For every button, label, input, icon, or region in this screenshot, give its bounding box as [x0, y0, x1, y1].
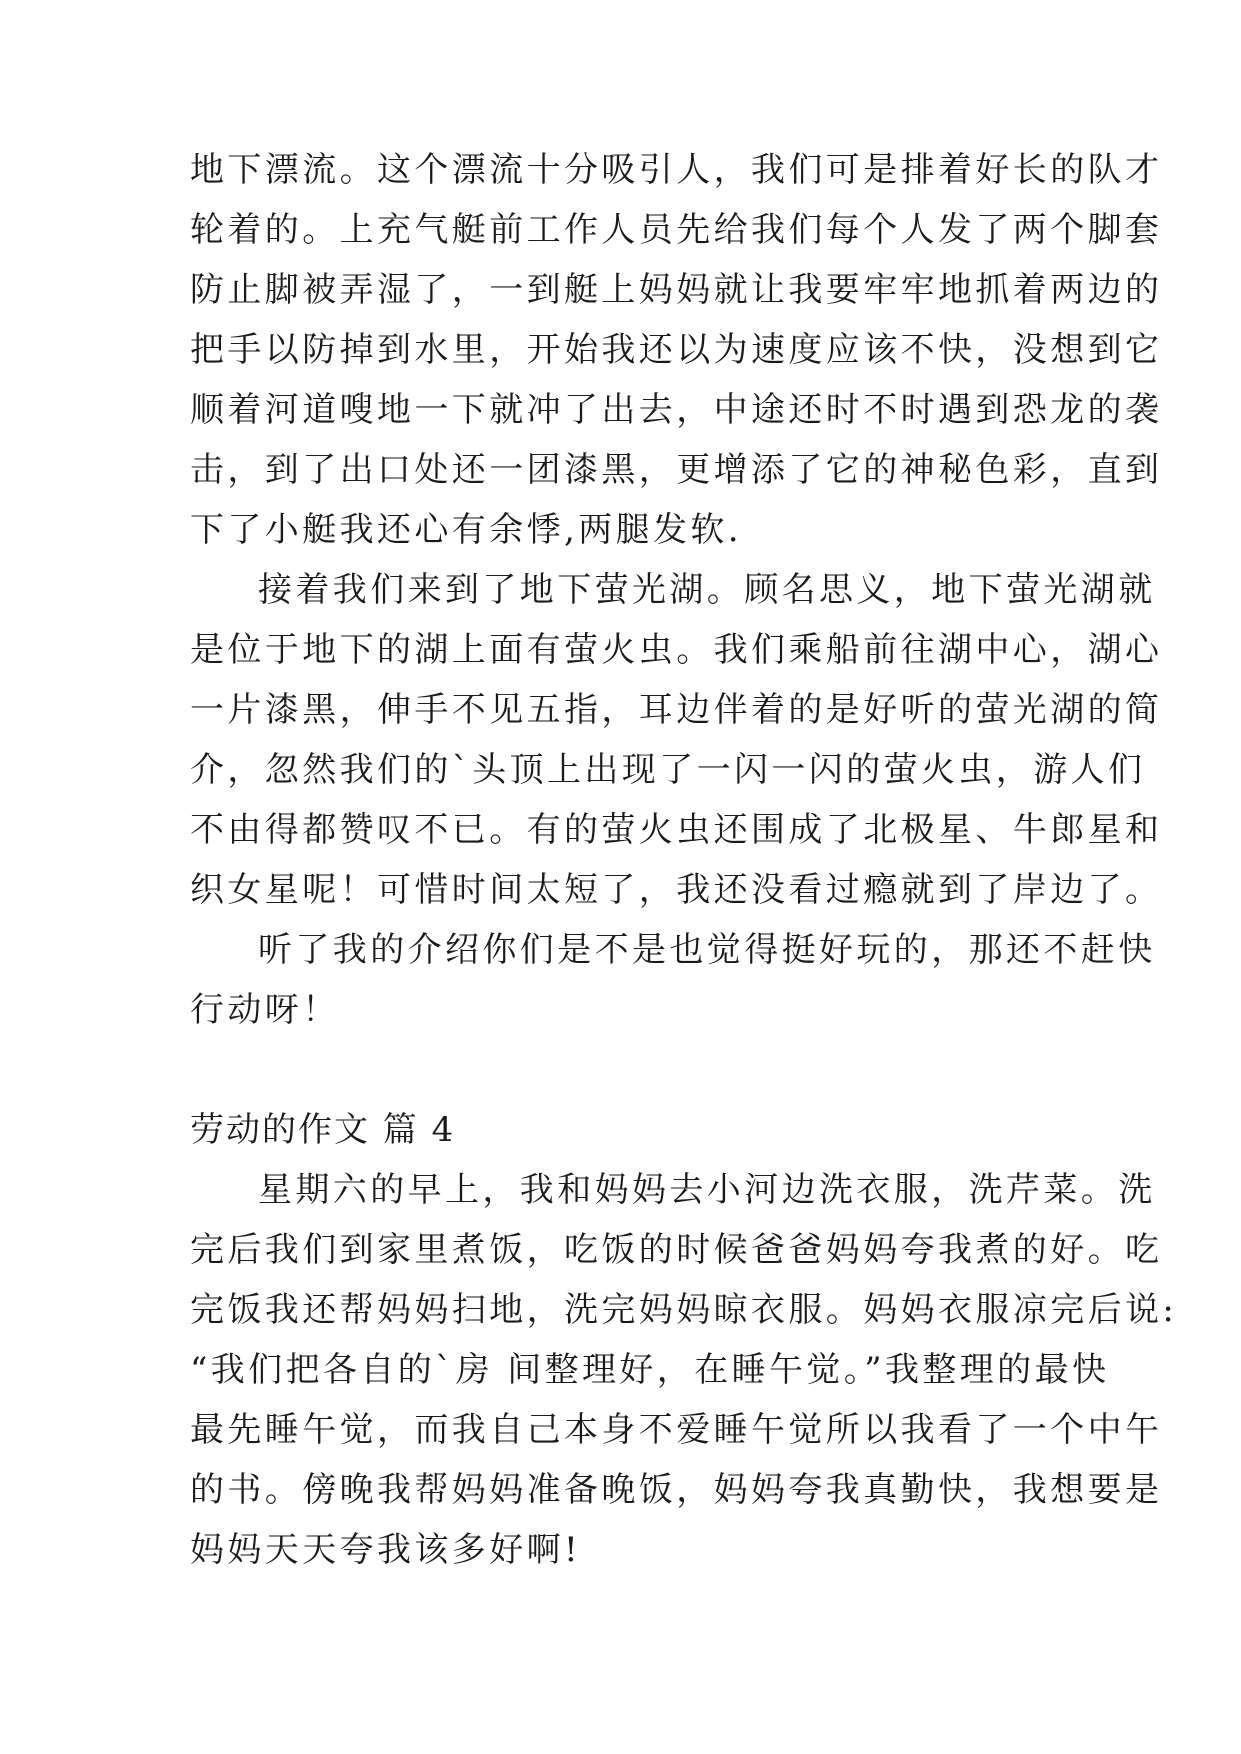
text-line: 织女星呢！可惜时间太短了，我还没看过瘾就到了岸边了。	[190, 870, 1163, 910]
text-line: “我们把各自的`房 间整理好，在睡午觉。”我整理的最快	[190, 1350, 1110, 1390]
text-line: 不由得都赞叹不已。有的萤火虫还围成了北极星、牛郎星和	[190, 810, 1163, 850]
text-line: 防止脚被弄湿了，一到艇上妈妈就让我要牢牢地抓着两边的	[190, 270, 1163, 310]
text-line: 行动呀！	[190, 990, 340, 1030]
text-line: 把手以防掉到水里，开始我还以为速度应该不快，没想到它	[190, 330, 1163, 370]
text-line: 完后我们到家里煮饭，吃饭的时候爸爸妈妈夸我煮的好。吃	[190, 1230, 1163, 1270]
text-line: 星期六的早上，我和妈妈去小河边洗衣服，洗芹菜。洗	[258, 1170, 1156, 1210]
text-line: 妈妈天天夸我该多好啊!	[190, 1530, 582, 1570]
section-heading: 劳动的作文 篇 4	[190, 1110, 456, 1150]
text-line: 最先睡午觉，而我自己本身不爱睡午觉所以我看了一个中午	[190, 1410, 1163, 1450]
text-line: 地下漂流。这个漂流十分吸引人，我们可是排着好长的队才	[190, 150, 1163, 190]
text-line: 一片漆黑，伸手不见五指，耳边伴着的是好听的萤光湖的简	[190, 690, 1163, 730]
text-line: 轮着的。上充气艇前工作人员先给我们每个人发了两个脚套	[190, 210, 1163, 250]
text-line: 击，到了出口处还一团漆黑，更增添了它的神秘色彩，直到	[190, 450, 1163, 490]
text-line: 的书。傍晚我帮妈妈准备晚饭，妈妈夸我真勤快，我想要是	[190, 1470, 1163, 1510]
text-line: 顺着河道嗖地一下就冲了出去，中途还时不时遇到恐龙的袭	[190, 390, 1163, 430]
text-line: 是位于地下的湖上面有萤火虫。我们乘船前往湖中心，湖心	[190, 630, 1163, 670]
text-line: 下了小艇我还心有余悸,两腿发软.	[190, 510, 743, 550]
text-line: 介，忽然我们的`头顶上出现了一闪一闪的萤火虫，游人们	[190, 750, 1146, 790]
text-line: 接着我们来到了地下萤光湖。顾名思义，地下萤光湖就	[258, 570, 1156, 610]
text-line: 听了我的介绍你们是不是也觉得挺好玩的，那还不赶快	[258, 930, 1156, 970]
text-line: 完饭我还帮妈妈扫地，洗完妈妈晾衣服。妈妈衣服凉完后说:	[190, 1290, 1178, 1330]
